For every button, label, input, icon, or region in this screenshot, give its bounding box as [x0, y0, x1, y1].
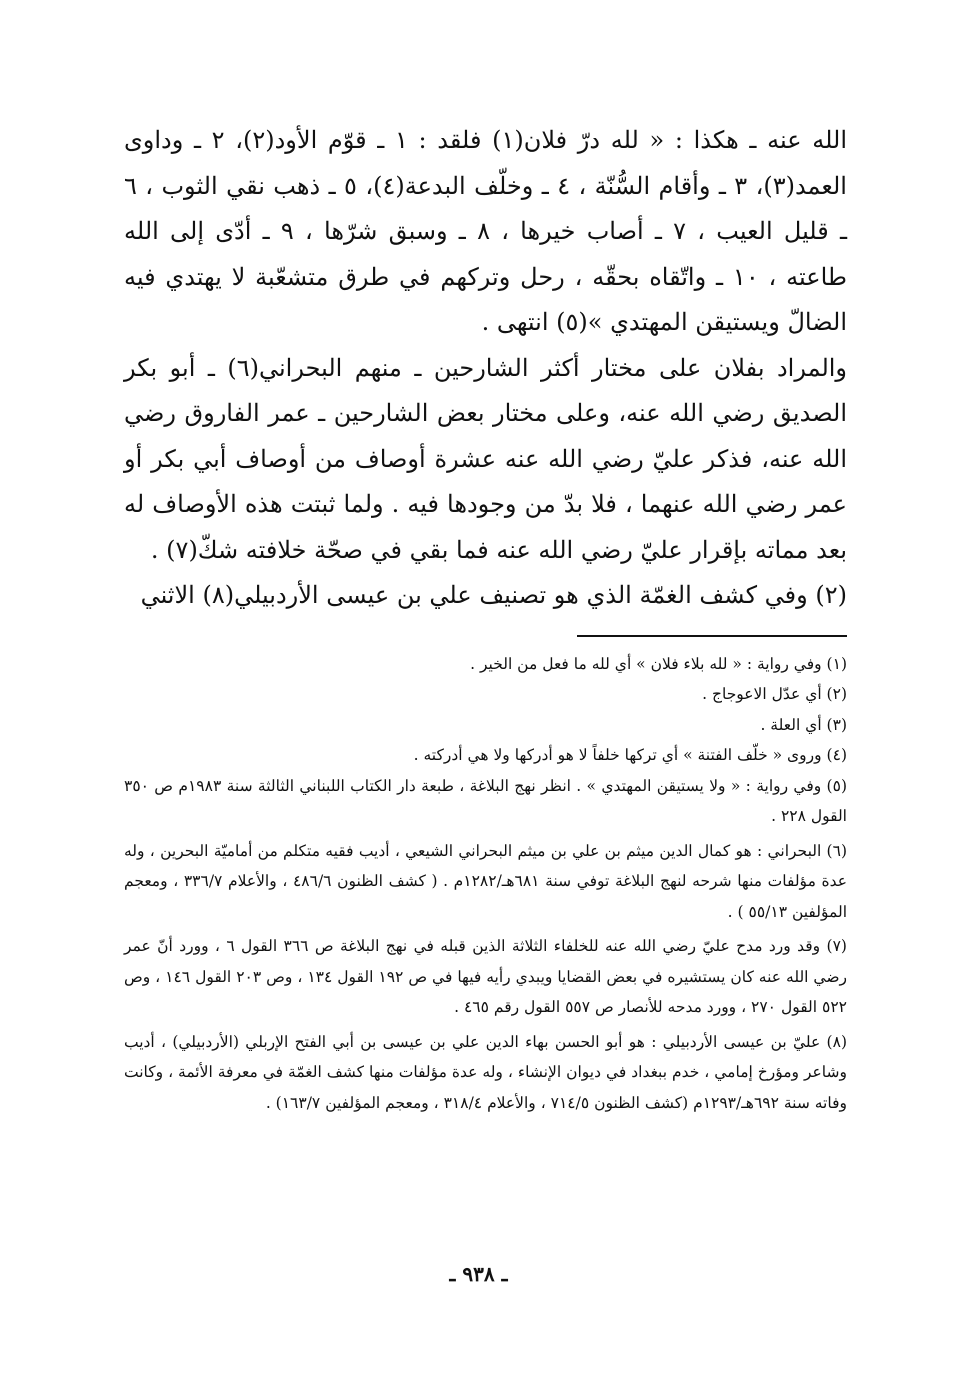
footnote-separator: [577, 635, 847, 637]
footnote-8: (٨) عليّ بن عيسى الأردبيلي : هو أبو الحسن بهاء الدين علي بن عيسى بن أبي الفتح الإربلي (الأردبيلي) ، أديب وشاعر ومؤرخ إمامي ، خدم ببغداد في ديوان الإنشاء ، وله عدة مؤلفات منها كشف الغمّة في معرفة الأئمة ، وكانت وفاته سنة ٦٩٢هـ/١٢٩٣م (كشف الظنون ٧١٤/٥ ، والأعلام ٣١٨/٤ ، ومعجم المؤلفين ١٦٣/٧) .: [124, 1032, 847, 1112]
paragraph: الله عنه ـ هكذا : « لله درّ فلان(١) فلقد : ١ ـ قوّم الأود(٢)، ٢ ـ وداوى العمد(٣)، ٣ ـ وأقام السُّنّة ، ٤ ـ وخلّف البدعة(٤)، ٥ ـ ذهب نقي الثوب ، ٦ ـ قليل العيب ، ٧ ـ أصاب خيرها ، ٨ ـ وسبق شرّها ، ٩ ـ أدّى إلى الله طاعته ، ١٠ ـ واتّقاه بحقّه ، رحل وتركهم في طرق متشعّبة لا يهتدي فيه الضالّ ويستيقن المهتدي »(٥) انتهى .: [124, 126, 847, 336]
footnote-6: (٦) البحراني : هو كمال الدين ميثم بن علي بن ميثم البحراني الشيعي ، أديب فقيه متكلم من أماميّة البحرين ، وله عدة مؤلفات منها شرحه لنهج البلاغة توفي سنة ٦٨١هـ/١٢٨٢م . ( كشف الظنون ٤٨٦/٦ ، والأعلام ٣٣٦/٧ ، ومعجم المؤلفين ٥٥/١٣ ) .: [124, 841, 847, 921]
footnote-1: (١) وفي رواية : « لله بلاء فلان » أي لله ما فعل من الخير .: [470, 654, 847, 673]
footnote-5: (٥) وفي رواية : « ولا يستيقن المهتدي » . انظر نهج البلاغة ، طبعة دار الكتاب اللبناني الثالثة سنة ١٩٨٣م ص ٣٥٠ القول ٢٢٨ .: [124, 776, 847, 825]
main-text: [124, 118, 847, 619]
footnote-2: (٢) أي عدّل الاعوجاج .: [702, 685, 847, 703]
paragraph: (٢) وفي كشف الغمّة الذي هو تصنيف علي بن عيسى الأردبيلي(٨) الاثني: [140, 581, 847, 609]
footnote-4: (٤) وروى « خلّف الفتنة » أي تركها خلفاً لا هو أدركها ولا هي أدركته .: [413, 746, 847, 764]
page-number: ـ ٩٣٨ ـ: [449, 1262, 508, 1286]
footnote-3: (٣) أي العلة .: [760, 715, 847, 734]
paragraph: والمراد بفلان على مختار أكثر الشارحين ـ منهم البحراني(٦) ـ أبو بكر الصديق رضي الله عنه، وعلى مختار بعض الشارحين ـ عمر الفاروق رضي الله عنه، فذكر عليّ رضي الله عنه عشرة أوصاف من أوصاف أبي بكر أو عمر رضي الله عنهما ، فلا بدّ من وجودها فيه . ولما ثبتت هذه الأوصاف له بعد مماته بإقرار عليّ رضي الله عنه فما بقي في صحّة خلافته شكّ(٧) .: [124, 353, 848, 564]
footnote-7: (٧) وقد ورد مدح عليّ رضي الله عنه للخلفاء الثلاثة الذين قبله في نهج البلاغة ص ٣٦٦ القول ٦ ، وورد أنّ عمر رضي الله عنه كان يستشيره في بعض القضايا ويبدي رأيه فيها في ص ١٩٢ القول ١٣٤ ، وص ٢٠٣ القول ١٤٦ ، وص ٥٢٢ القول ٢٧٠ ، وورد مدحه للأنصار ص ٥٥٧ القول رقم ٤٦٥ .: [124, 937, 848, 1016]
footnotes: [124, 649, 847, 1119]
